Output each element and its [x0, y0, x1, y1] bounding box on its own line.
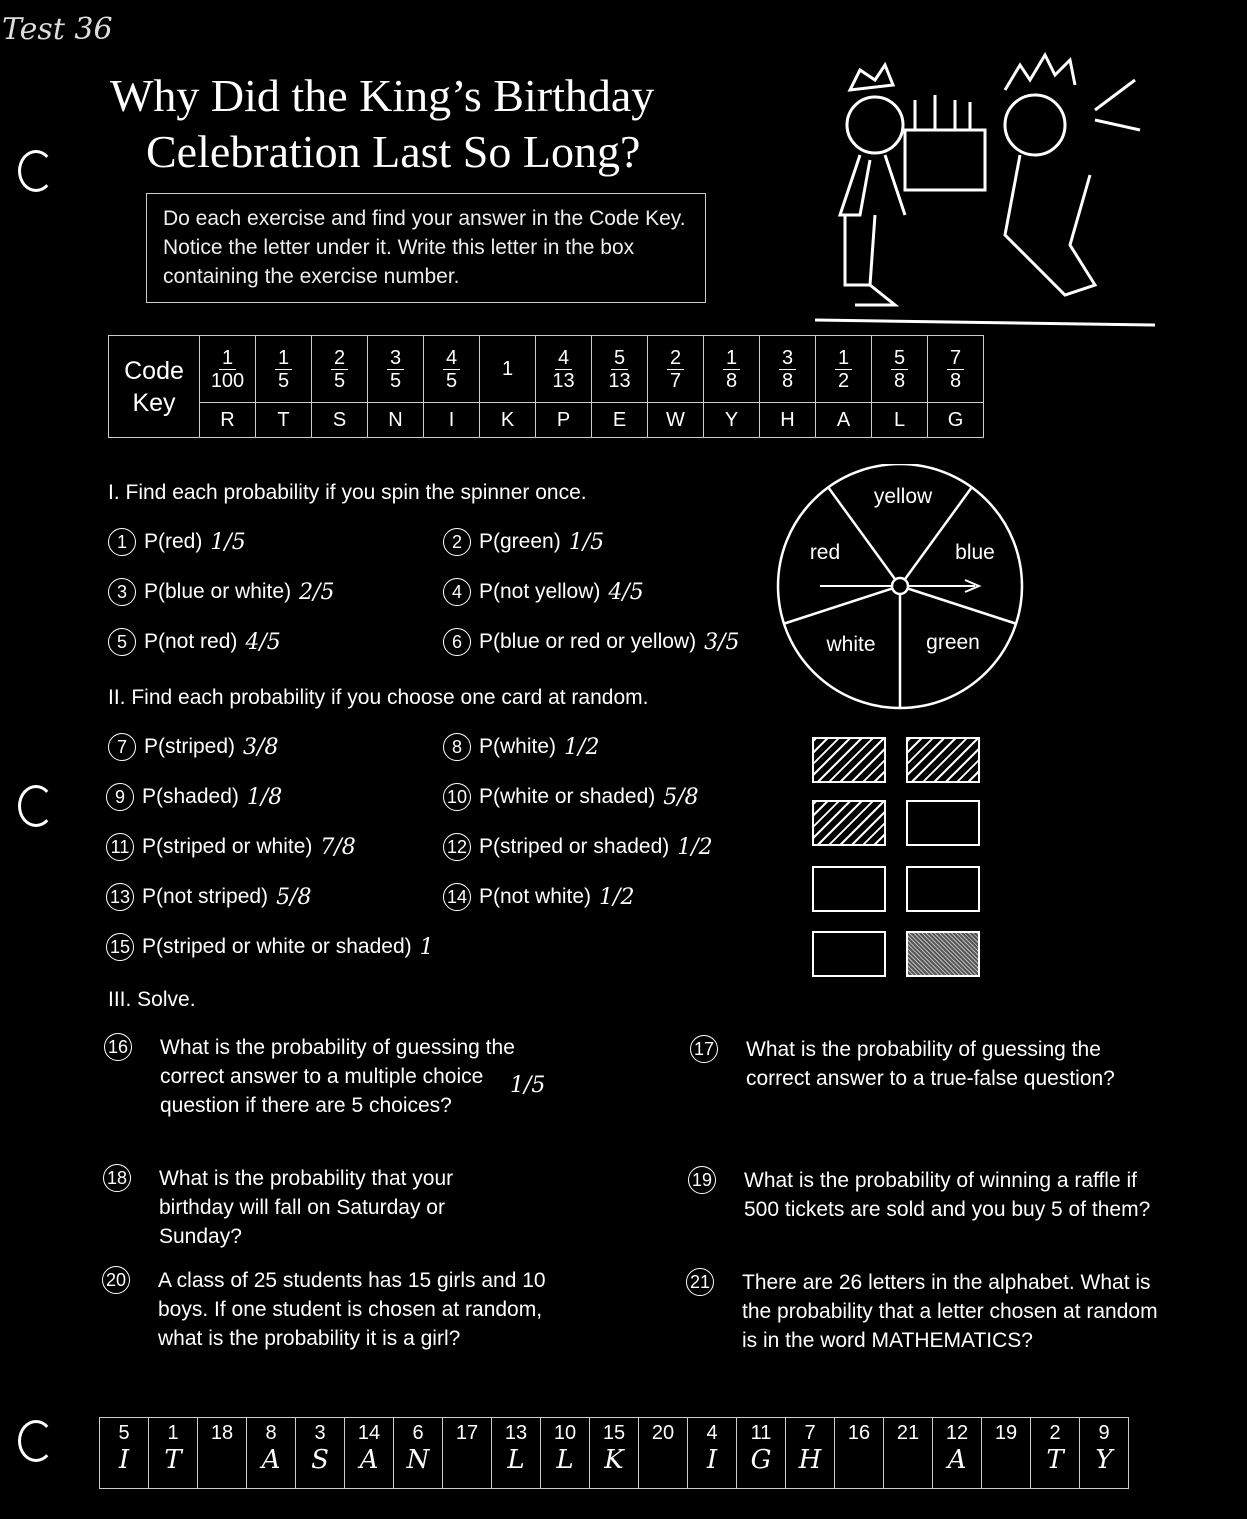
numerator: 1	[835, 347, 852, 370]
question-2	[443, 528, 604, 556]
handwritten-answer: 3/8	[243, 734, 279, 760]
denominator: 8	[893, 369, 906, 392]
code-key-letter: K	[480, 403, 536, 438]
question-number: 1	[108, 528, 136, 556]
spinner-label-blue: blue	[955, 541, 995, 564]
question-8	[443, 733, 599, 761]
answer-box[interactable]	[247, 1418, 296, 1489]
answer-box-number: 10	[553, 1422, 577, 1444]
instructions-box: Do each exercise and find your answer in the Code Key. Notice the letter under it. Write this letter in the box containing the exercise number.	[146, 193, 706, 303]
question-text: A class of 25 students has 15 girls and 10 boys. If one student is chosen at random, what is the probability it is a girl?	[158, 1269, 546, 1350]
answer-box[interactable]	[590, 1418, 639, 1489]
numerator: 7	[947, 347, 964, 370]
handwritten-answer: 3/5	[704, 629, 740, 655]
handwritten-answer: 2/5	[299, 579, 335, 605]
question-text: What is the probability of winning a raffle if 500 tickets are sold and you buy 5 of them?	[744, 1169, 1151, 1221]
question-4	[443, 578, 644, 606]
question-number: 6	[443, 628, 471, 656]
denominator: 13	[552, 369, 575, 392]
handwritten-answer: 1/2	[564, 734, 600, 760]
numerator: 4	[443, 347, 460, 370]
code-key-label-line-2: Key	[132, 388, 176, 417]
handwritten-answer: 4/5	[608, 579, 644, 605]
whole-number: 1	[501, 357, 514, 380]
section-2-heading: II. Find each probability if you choose one card at random.	[108, 686, 649, 709]
question-number: 10	[443, 783, 471, 811]
answer-box[interactable]	[835, 1418, 884, 1489]
question-number: 11	[106, 833, 134, 861]
code-key-label	[109, 336, 200, 438]
answer-box-number: 1	[167, 1422, 179, 1444]
answer-box[interactable]	[737, 1418, 786, 1489]
question-number: 16	[104, 1033, 132, 1061]
handwritten-answer: 7/8	[320, 834, 356, 860]
answer-box[interactable]	[345, 1418, 394, 1489]
answer-box-number: 6	[412, 1422, 424, 1444]
question-number: 4	[443, 578, 471, 606]
answer-box-letter: I	[706, 1445, 718, 1475]
handwritten-answer: 1/5	[510, 1073, 546, 1098]
question-19	[691, 1166, 1154, 1224]
numerator: 5	[891, 347, 908, 370]
answer-box-number: 3	[314, 1422, 326, 1444]
code-key-table	[108, 335, 984, 438]
answer-box-letter: L	[507, 1445, 525, 1475]
question-15	[106, 933, 434, 961]
question-11	[106, 833, 356, 861]
answer-box-number: 13	[504, 1422, 528, 1444]
answer-box[interactable]	[100, 1418, 149, 1489]
card-white	[906, 800, 980, 846]
question-number: 17	[690, 1035, 718, 1063]
answer-box-number: 5	[118, 1422, 130, 1444]
numerator: 5	[611, 347, 628, 370]
answer-box-number: 19	[994, 1422, 1018, 1444]
answer-box-number: 14	[357, 1422, 381, 1444]
answer-box-letter: Y	[1095, 1445, 1113, 1475]
answer-box-number: 4	[706, 1422, 718, 1444]
question-text: What is the probability of guessing the correct answer to a multiple choice question if there are 5 choices?	[160, 1036, 515, 1117]
denominator: 100	[210, 369, 245, 392]
question-number: 18	[103, 1164, 131, 1192]
numerator: 3	[779, 347, 796, 370]
question-17	[693, 1035, 1136, 1093]
answer-box[interactable]	[492, 1418, 541, 1489]
question-18	[106, 1164, 519, 1251]
answer-box-number: 16	[847, 1422, 871, 1444]
answer-box-number: 20	[651, 1422, 675, 1444]
section-3-heading: III. Solve.	[108, 988, 196, 1011]
title-line-1: Why Did the King’s Birthday	[110, 70, 655, 121]
code-key-letter: G	[928, 403, 984, 438]
code-key-letter: E	[592, 403, 648, 438]
answer-box-letter: A	[947, 1445, 967, 1475]
question-number: 3	[108, 578, 136, 606]
question-1	[108, 528, 246, 556]
answer-box-number: 2	[1049, 1422, 1061, 1444]
code-key-value	[816, 336, 872, 403]
code-key-label-line-1: Code	[124, 356, 184, 385]
code-key-value	[536, 336, 592, 403]
code-key-value	[424, 336, 480, 403]
question-text: P(green)	[479, 530, 561, 553]
answer-box[interactable]	[639, 1418, 688, 1489]
code-key-value	[368, 336, 424, 403]
answer-box[interactable]	[688, 1418, 737, 1489]
card-striped	[812, 800, 886, 846]
denominator: 8	[781, 369, 794, 392]
numerator: 1	[275, 347, 292, 370]
question-13	[106, 883, 311, 911]
spinner-divider	[900, 586, 1017, 624]
handwritten-answer: 1/5	[568, 529, 605, 555]
card-white	[812, 866, 886, 912]
answer-box[interactable]	[394, 1418, 443, 1489]
spinner-label-red: red	[809, 541, 841, 564]
answer-box[interactable]	[982, 1418, 1031, 1489]
answer-box-letter: H	[798, 1445, 822, 1475]
answer-box-letter: A	[359, 1445, 379, 1475]
code-key-value	[760, 336, 816, 403]
code-key-value	[480, 336, 536, 403]
denominator: 13	[608, 369, 631, 392]
question-text: P(white)	[479, 735, 557, 758]
question-3	[108, 578, 334, 606]
answer-box-row	[99, 1417, 1129, 1489]
question-number: 14	[443, 883, 471, 911]
question-number: 19	[688, 1166, 716, 1194]
binder-hole	[18, 150, 54, 192]
question-text: P(white or shaded)	[479, 785, 656, 808]
spinner-diagram	[775, 464, 1030, 719]
question-text: P(striped)	[144, 735, 236, 758]
question-number: 21	[686, 1268, 714, 1296]
question-text: P(striped or white)	[142, 835, 313, 858]
code-key-letter: H	[760, 403, 816, 438]
code-key-letter: P	[536, 403, 592, 438]
question-16	[107, 1033, 550, 1120]
code-key-letter: L	[872, 403, 928, 438]
question-text: P(striped or white or shaded)	[142, 935, 412, 958]
code-key-letter: W	[648, 403, 704, 438]
section-1-heading: I. Find each probability if you spin the spinner once.	[108, 481, 587, 504]
answer-box-letter: N	[406, 1445, 430, 1475]
question-text: What is the probability of guessing the correct answer to a true-false question?	[746, 1038, 1115, 1090]
answer-box[interactable]	[541, 1418, 590, 1489]
card-white	[812, 931, 886, 977]
handwritten-answer: 5/8	[663, 784, 699, 810]
question-text: P(blue or red or yellow)	[479, 630, 697, 653]
question-10	[443, 783, 699, 811]
question-5	[108, 628, 281, 656]
answer-box[interactable]	[198, 1418, 247, 1489]
question-text: P(blue or white)	[144, 580, 292, 603]
code-key-value	[256, 336, 312, 403]
code-key-letter: S	[312, 403, 368, 438]
numerator: 2	[667, 347, 684, 370]
answer-box[interactable]	[1031, 1418, 1080, 1489]
title-line-2: Celebration Last So Long?	[146, 126, 641, 177]
question-number: 9	[106, 783, 134, 811]
card-striped	[906, 737, 980, 783]
question-12	[443, 833, 713, 861]
answer-box-letter: T	[164, 1445, 182, 1475]
question-text: P(not white)	[479, 885, 592, 908]
question-number: 8	[443, 733, 471, 761]
handwritten-answer: 1/2	[599, 884, 635, 910]
question-number: 7	[108, 733, 136, 761]
code-key-value	[704, 336, 760, 403]
question-text: P(shaded)	[142, 785, 239, 808]
code-key-letter: Y	[704, 403, 760, 438]
question-7	[108, 733, 278, 761]
answer-box-letter: G	[750, 1445, 772, 1475]
numerator: 2	[331, 347, 348, 370]
answer-box-number: 11	[750, 1422, 772, 1444]
question-text: P(not yellow)	[479, 580, 601, 603]
answer-box-letter: I	[118, 1445, 130, 1475]
answer-box-number: 21	[896, 1422, 920, 1444]
answer-box[interactable]	[884, 1418, 933, 1489]
answer-box[interactable]	[443, 1418, 492, 1489]
handwritten-answer: 1/2	[677, 834, 713, 860]
answer-box-letter: S	[311, 1445, 329, 1475]
king-cartoon-illustration	[805, 50, 1165, 330]
question-number: 2	[443, 528, 471, 556]
answer-box[interactable]	[149, 1418, 198, 1489]
code-key-letter: I	[424, 403, 480, 438]
numerator: 1	[723, 347, 740, 370]
denominator: 5	[389, 369, 402, 392]
card-white	[906, 866, 980, 912]
question-14	[443, 883, 634, 911]
answer-box-letter: T	[1046, 1445, 1064, 1475]
question-text: There are 26 letters in the alphabet. What is the probability that a letter chosen at random is in the word MATHEMATICS?	[742, 1271, 1158, 1352]
answer-box-number: 15	[602, 1422, 626, 1444]
question-text: P(striped or shaded)	[479, 835, 670, 858]
denominator: 5	[277, 369, 290, 392]
answer-box-letter: K	[604, 1445, 624, 1475]
denominator: 8	[725, 369, 738, 392]
spinner-label-green: green	[926, 631, 980, 654]
question-text: P(red)	[144, 530, 203, 553]
question-number: 20	[102, 1266, 130, 1294]
question-number: 15	[106, 933, 134, 961]
answer-box-letter: L	[556, 1445, 574, 1475]
handwritten-answer: 1/5	[210, 529, 246, 555]
spinner-divider	[783, 586, 900, 624]
denominator: 8	[949, 369, 962, 392]
answer-box-number: 7	[804, 1422, 816, 1444]
numerator: 1	[219, 347, 236, 370]
code-key-value	[312, 336, 368, 403]
denominator: 2	[837, 369, 850, 392]
code-key-letter: T	[256, 403, 312, 438]
answer-box-number: 8	[265, 1422, 277, 1444]
card-striped	[812, 737, 886, 783]
denominator: 5	[333, 369, 346, 392]
answer-box-number: 12	[945, 1422, 969, 1444]
numerator: 3	[387, 347, 404, 370]
code-key-letter: N	[368, 403, 424, 438]
binder-hole	[18, 785, 54, 827]
question-text: What is the probability that your birthday will fall on Saturday or Sunday?	[159, 1167, 454, 1248]
question-number: 13	[106, 883, 134, 911]
numerator: 4	[555, 347, 572, 370]
handwritten-answer: 5/8	[276, 884, 312, 910]
answer-box-letter: A	[261, 1445, 281, 1475]
code-key-value	[872, 336, 928, 403]
question-number: 12	[443, 833, 471, 861]
question-text: P(not red)	[144, 630, 238, 653]
answer-box[interactable]	[786, 1418, 835, 1489]
question-number: 5	[108, 628, 136, 656]
answer-box[interactable]	[933, 1418, 982, 1489]
code-key-value	[200, 336, 256, 403]
answer-box-number: 17	[455, 1422, 479, 1444]
handwritten-answer: 1/8	[246, 784, 283, 810]
answer-box-number: 9	[1098, 1422, 1110, 1444]
corner-note: Test 36	[2, 12, 113, 47]
code-key-value	[928, 336, 984, 403]
denominator: 7	[669, 369, 682, 392]
code-key-value	[648, 336, 704, 403]
handwritten-answer: 1	[419, 934, 434, 960]
spinner-pivot	[892, 578, 908, 594]
spinner-label-white: white	[826, 633, 876, 656]
question-21	[689, 1268, 1162, 1355]
denominator: 5	[445, 369, 458, 392]
card-shaded	[906, 931, 980, 977]
code-key-letter: A	[816, 403, 872, 438]
answer-box[interactable]	[296, 1418, 345, 1489]
answer-box[interactable]	[1080, 1418, 1129, 1489]
spinner-label-yellow: yellow	[873, 485, 933, 508]
page-title	[110, 68, 810, 180]
binder-hole	[18, 1420, 54, 1462]
code-key-value	[592, 336, 648, 403]
question-9	[106, 783, 282, 811]
question-6	[443, 628, 740, 656]
code-key-letter: R	[200, 403, 256, 438]
answer-box-number: 18	[210, 1422, 234, 1444]
question-text: P(not striped)	[142, 885, 269, 908]
question-20	[105, 1266, 548, 1353]
handwritten-answer: 4/5	[245, 629, 281, 655]
